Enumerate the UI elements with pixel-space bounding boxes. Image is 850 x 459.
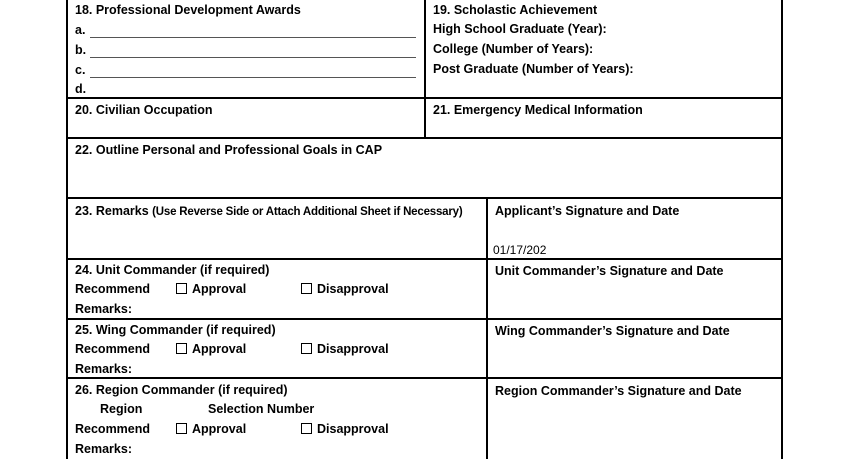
rule-after-25: [66, 377, 783, 379]
sec19-title: 19. Scholastic Achievement: [433, 3, 598, 17]
sec21-title: 21. Emergency Medical Information: [433, 103, 643, 117]
rule-after-23: [66, 258, 783, 260]
rule-after-24: [66, 318, 783, 320]
divider-23-sig: [486, 198, 488, 459]
disapproval-checkbox[interactable]: [301, 283, 312, 294]
applicant-signature-label: Applicant’s Signature and Date: [495, 204, 680, 218]
goals-field[interactable]: [70, 160, 778, 195]
sec26-recommend-label: Recommend: [75, 422, 151, 436]
approval-checkbox[interactable]: [176, 423, 187, 434]
sec25-recommend-label: Recommend: [75, 342, 151, 356]
form-left-border: [66, 0, 68, 459]
rule-after-20: [66, 137, 783, 139]
sec18-line-d-label: d.: [75, 82, 87, 96]
sec25-approval-option[interactable]: [176, 342, 246, 357]
sec26-remarks-label: Remarks:: [75, 442, 132, 456]
disapproval-checkbox[interactable]: [301, 343, 312, 354]
sec24-recommend-label: Recommend: [75, 282, 151, 296]
sec18-line-c-field[interactable]: [90, 77, 416, 78]
sec18-line-b-label: b.: [75, 43, 87, 57]
approval-checkbox[interactable]: [176, 343, 187, 354]
approval-label: Approval: [192, 282, 247, 296]
remarks-field[interactable]: [70, 220, 482, 256]
sec19-post-graduate-label: Post Graduate (Number of Years):: [433, 62, 634, 76]
emergency-medical-field[interactable]: [430, 118, 778, 136]
disapproval-label: Disapproval: [317, 282, 389, 296]
sec24-approval-option[interactable]: [176, 282, 246, 297]
sec20-title: 20. Civilian Occupation: [75, 103, 213, 117]
approval-checkbox[interactable]: [176, 283, 187, 294]
sec23-note: (Use Reverse Side or Attach Additional Sheet if Necessary): [152, 206, 463, 218]
civilian-occupation-field[interactable]: [70, 118, 420, 136]
sec19-high-school-label: High School Graduate (Year):: [433, 22, 607, 36]
sec25-remarks-label: Remarks:: [75, 362, 132, 376]
sec23-title-text: 23. Remarks: [75, 204, 149, 218]
sec26-region-label: Region: [100, 402, 143, 416]
applicant-signature-date[interactable]: 01/17/202: [493, 243, 547, 257]
disapproval-checkbox[interactable]: [301, 423, 312, 434]
sec18-line-a-field[interactable]: [90, 37, 416, 38]
disapproval-label: Disapproval: [317, 342, 389, 356]
rule-after-22: [66, 197, 783, 199]
approval-label: Approval: [192, 422, 247, 436]
rule-after-18: [66, 97, 783, 99]
sec18-line-b-field[interactable]: [90, 57, 416, 58]
form-right-border: [781, 0, 783, 459]
divider-18-19: [424, 0, 426, 138]
sec22-title: 22. Outline Personal and Professional Goals in CAP: [75, 143, 383, 157]
sec24-title: 24. Unit Commander (if required): [75, 263, 270, 277]
sec18-line-c-label: c.: [75, 63, 86, 77]
sec24-remarks-label: Remarks:: [75, 302, 132, 316]
sec26-title: 26. Region Commander (if required): [75, 383, 288, 397]
sec26-disapproval-option[interactable]: [301, 422, 389, 437]
sec23-title: [75, 204, 462, 220]
approval-label: Approval: [192, 342, 247, 356]
sec24-disapproval-option[interactable]: [301, 282, 389, 297]
sec19-college-label: College (Number of Years):: [433, 42, 594, 56]
sec26-approval-option[interactable]: [176, 422, 246, 437]
sec25-disapproval-option[interactable]: [301, 342, 389, 357]
region-commander-signature-label: Region Commander’s Signature and Date: [495, 384, 742, 398]
sec18-line-a-label: a.: [75, 23, 86, 37]
disapproval-label: Disapproval: [317, 422, 389, 436]
wing-commander-signature-label: Wing Commander’s Signature and Date: [495, 324, 730, 338]
unit-commander-signature-label: Unit Commander’s Signature and Date: [495, 264, 724, 278]
sec18-title: 18. Professional Development Awards: [75, 3, 301, 17]
sec26-selection-number-label: Selection Number: [208, 402, 315, 416]
sec25-title: 25. Wing Commander (if required): [75, 323, 276, 337]
